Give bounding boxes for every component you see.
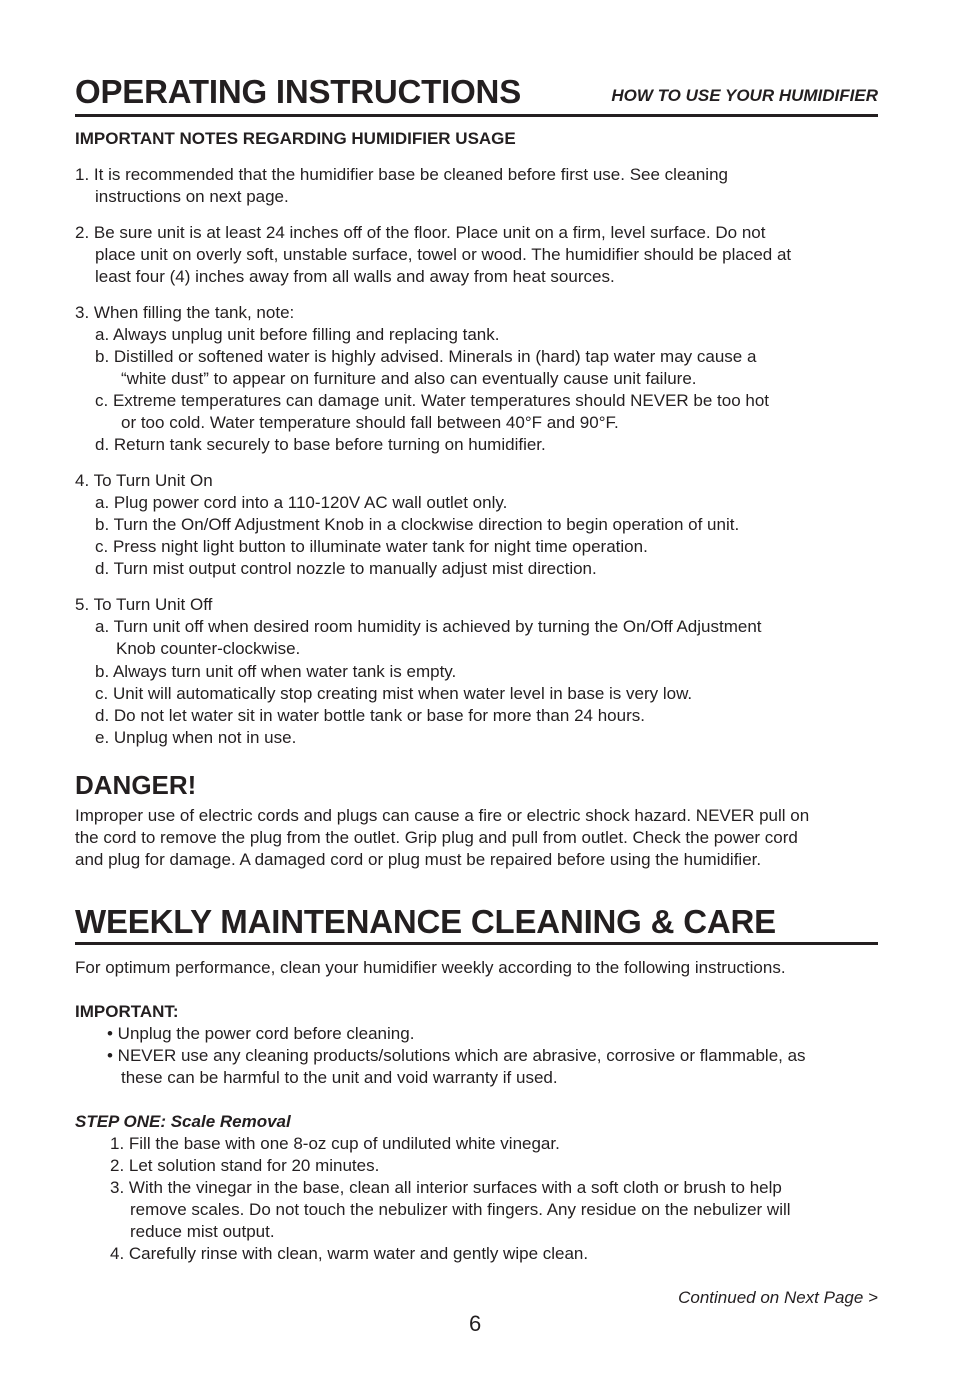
page-subtitle: HOW TO USE YOUR HUMIDIFIER <box>611 86 878 105</box>
notes-heading: IMPORTANT NOTES REGARDING HUMIDIFIER USAGE <box>75 129 516 148</box>
note-5-b: b. Always turn unit off when water tank is empty. <box>95 662 457 681</box>
note-5-e: e. Unplug when not in use. <box>95 728 297 747</box>
note-3-b-line-1: b. Distilled or softened water is highly advised. Minerals in (hard) tap water may cause a <box>95 347 757 366</box>
maintenance-title: WEEKLY MAINTENANCE CLEANING & CARE <box>75 903 776 940</box>
danger-line-2: the cord to remove the plug from the outlet. Grip plug and pull from outlet. Check the power cord <box>75 828 798 847</box>
note-5-c: c. Unit will automatically stop creating mist when water level in base is very low. <box>95 684 693 703</box>
page-number: 6 <box>469 1311 482 1336</box>
continued-note: Continued on Next Page > <box>678 1288 878 1307</box>
note-3-c-line-1: c. Extreme temperatures can damage unit. Water temperatures should NEVER be too hot <box>95 391 770 410</box>
note-2-line-2: place unit on overly soft, unstable surface, towel or wood. The humidifier should be placed at <box>95 245 792 264</box>
note-2-line-1: 2. Be sure unit is at least 24 inches off of the floor. Place unit on a firm, level surface. Do not <box>75 223 766 242</box>
important-bullet-1: • Unplug the power cord before cleaning. <box>107 1024 415 1043</box>
note-3-d: d. Return tank securely to base before turning on humidifier. <box>95 435 546 454</box>
note-5-line-1: 5. To Turn Unit Off <box>75 595 213 614</box>
step-one-item-3-line-3: reduce mist output. <box>130 1222 275 1241</box>
note-5-a-line-2: Knob counter-clockwise. <box>116 639 301 658</box>
danger-line-1: Improper use of electric cords and plugs can cause a fire or electric shock hazard. NEVER pull on <box>75 806 810 825</box>
note-3-a: a. Always unplug unit before filling and replacing tank. <box>95 325 500 344</box>
important-label: IMPORTANT: <box>75 1002 179 1021</box>
note-2-line-3: least four (4) inches away from all walls and away from heat sources. <box>95 267 615 286</box>
note-4-c: c. Press night light button to illuminate water tank for night time operation. <box>95 537 648 556</box>
step-one-item-3-line-2: remove scales. Do not touch the nebulizer with fingers. Any residue on the nebulizer will <box>130 1200 791 1219</box>
note-3-line-1: 3. When filling the tank, note: <box>75 303 295 322</box>
note-3-c-line-2: or too cold. Water temperature should fall between 40°F and 90°F. <box>121 413 619 432</box>
danger-line-3: and plug for damage. A damaged cord or plug must be repaired before using the humidifier. <box>75 850 762 869</box>
note-4-d: d. Turn mist output control nozzle to manually adjust mist direction. <box>95 559 597 578</box>
note-3-b-line-2: “white dust” to appear on furniture and also can eventually cause unit failure. <box>121 369 697 388</box>
step-one-item-1: 1. Fill the base with one 8-oz cup of undiluted white vinegar. <box>110 1134 560 1153</box>
note-1-line-2: instructions on next page. <box>95 187 289 206</box>
note-4-line-1: 4. To Turn Unit On <box>75 471 213 490</box>
note-4-a: a. Plug power cord into a 110-120V AC wall outlet only. <box>95 493 508 512</box>
important-bullet-2-line-2: these can be harmful to the unit and void warranty if used. <box>121 1068 558 1087</box>
step-one-heading: STEP ONE: Scale Removal <box>75 1112 291 1131</box>
maintenance-header <box>75 902 878 945</box>
step-one-item-4: 4. Carefully rinse with clean, warm water and gently wipe clean. <box>110 1244 589 1263</box>
note-5-d: d. Do not let water sit in water bottle tank or base for more than 24 hours. <box>95 706 645 725</box>
note-4-b: b. Turn the On/Off Adjustment Knob in a clockwise direction to begin operation of unit. <box>95 515 740 534</box>
note-5-a-line-1: a. Turn unit off when desired room humidity is achieved by turning the On/Off Adjustment <box>95 617 762 636</box>
note-1-line-1: 1. It is recommended that the humidifier base be cleaned before first use. See cleaning <box>75 165 728 184</box>
page-title: OPERATING INSTRUCTIONS <box>75 73 521 110</box>
step-one-item-3-line-1: 3. With the vinegar in the base, clean all interior surfaces with a soft cloth or brush to help <box>110 1178 782 1197</box>
maintenance-intro: For optimum performance, clean your humidifier weekly according to the following instructions. <box>75 958 786 977</box>
danger-heading: DANGER! <box>75 770 197 800</box>
operating-instructions-header <box>75 70 878 117</box>
step-one-item-2: 2. Let solution stand for 20 minutes. <box>110 1156 380 1175</box>
important-bullet-2-line-1: • NEVER use any cleaning products/solutions which are abrasive, corrosive or flammable, as <box>107 1046 806 1065</box>
